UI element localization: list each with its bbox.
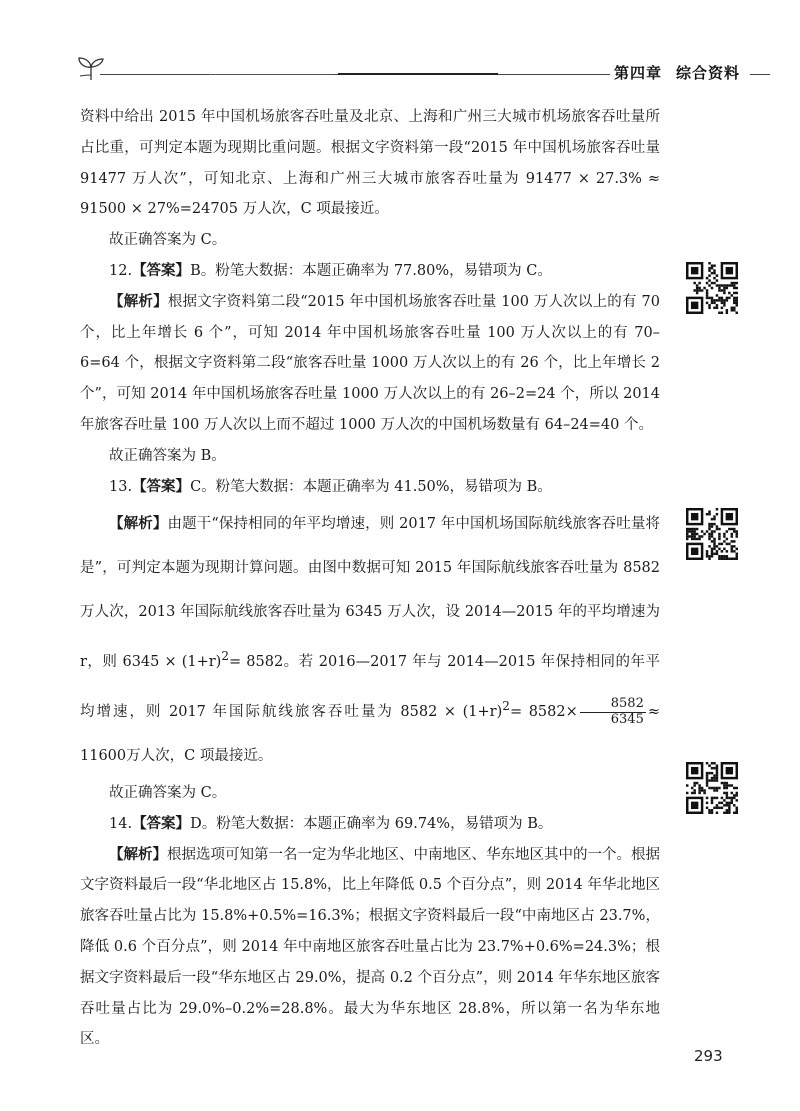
fraction-numerator: 8582 xyxy=(580,697,646,712)
fraction xyxy=(580,697,646,727)
question-number: 12. xyxy=(109,262,133,279)
page-header xyxy=(70,52,770,92)
conclusion-12: 故正确答案为 B。 xyxy=(109,447,226,464)
analysis-tag: 【解析】 xyxy=(109,293,168,310)
analysis-13 xyxy=(80,502,660,778)
answer-tag: 【答案】 xyxy=(132,815,191,832)
answer-12 xyxy=(80,256,660,287)
analysis-text: 根据文字资料第二段“2015 年中国机场旅客吞吐量 100 万人次以上的有 70 个，比上年增长 6 个”，可知 2014 年中国机场旅客吞吐量 100 万人次以上的有 70–6=64 个，根据文字资料第二段“旅客吞吐量 1000 万人次以上的有 26 个，比上年增长 2 个”，可知 2014 年中国机场旅客吞吐量 1000 万人次以上的有 26–2=24 个，所以 2014 年旅客吞吐量 100 万人次以上而不超过 1000 万人次的中国机场数量有 64–24=40 个。 xyxy=(80,293,660,433)
conclusion-13: 故正确答案为 C。 xyxy=(109,785,227,802)
qr-code-icon[interactable] xyxy=(686,262,738,314)
header-rule-right xyxy=(750,74,770,75)
exponent: 2 xyxy=(502,699,510,714)
page-number: 293 xyxy=(694,1047,723,1065)
analysis-text: 由题干“保持相同的年平均增速，则 2017 年中国机场国际航线旅客吞吐量将是”，可判定本题为现期计算问题。由图中数据可知 2015 年国际航线旅客吞吐量为 8582 万人次，2013 年国际航线旅客吞吐量为 6345 万人次，设 2014—2015 年的平均增速为 r，则 6345 × (1+r) xyxy=(80,516,661,671)
analysis-text: = 8582× xyxy=(509,704,578,721)
analysis-text: 根据选项可知第一名一定为华北地区、中南地区、华东地区其中的一个。根据文字资料最后一段“华北地区占 15.8%，比上年降低 0.5 个百分点”，则 2014 年华北地区旅客吞吐量占比为 15.8%+0.5%=16.3%；根据文字资料最后一段“中南地区占 23.7%，降低 0.6 个百分点”，则 2014 年中南地区旅客吞吐量占比为 23.7%+0.6%=24.3%；根据文字资料最后一段“华东地区占 29.0%，提高 0.2 个百分点”，则 2014 年华东地区旅客吞吐量占比为 29.0%–0.2%=28.8%。最大为华东地区 28.8%，所以第一名为华东地区。 xyxy=(80,846,660,1048)
chapter-label: 第四章 xyxy=(614,64,663,82)
header-rule-dotted xyxy=(210,74,330,75)
analysis-text: = 8582。若 2016—2017 年与 2014—2015 年保持相同的年平均增速，则 2017 年国际航线旅客吞吐量为 8582 × (1+r) xyxy=(80,654,661,721)
answer-tag: 【答案】 xyxy=(132,478,191,495)
answer-text: D。粉笔大数据：本题正确率为 69.74%，易错项为 B。 xyxy=(190,815,553,832)
chapter-heading xyxy=(610,62,744,83)
answer-text: C。粉笔大数据：本题正确率为 41.50%，易错项为 B。 xyxy=(190,478,552,495)
conclusion-11: 故正确答案为 C。 xyxy=(109,232,227,249)
analysis-tag: 【解析】 xyxy=(109,516,168,533)
exponent: 2 xyxy=(221,649,230,664)
analysis-tag: 【解析】 xyxy=(109,846,167,863)
question-number: 14. xyxy=(109,815,133,832)
analysis-text: 11600万人次，C 项最接近。 xyxy=(80,748,273,765)
approx-sign: ≈ xyxy=(647,704,660,721)
qr-code-icon[interactable] xyxy=(686,508,738,560)
page-body xyxy=(80,102,660,1055)
answer-14 xyxy=(80,809,660,840)
chapter-title: 综合资料 xyxy=(676,64,741,82)
fraction-denominator: 6345 xyxy=(610,711,644,727)
paragraph-intro: 资料中给出 2015 年中国机场旅客吞吐量及北京、上海和广州三大城市机场旅客吞吐量所占比重，可判定本题为现期比重问题。根据文字资料第一段“2015 年中国机场旅客吞吐量 91477 万人次”，可知北京、上海和广州三大城市旅客吞吐量为 91477 × 27.3% ≈ 91500 × 27%=24705 万人次，C 项最接近。 xyxy=(80,109,660,218)
analysis-12 xyxy=(80,287,660,441)
answer-tag: 【答案】 xyxy=(132,262,191,279)
header-rule-thick xyxy=(338,73,498,75)
analysis-14 xyxy=(80,840,660,1056)
answer-13 xyxy=(80,472,660,503)
sprout-icon xyxy=(76,54,106,82)
qr-code-icon[interactable] xyxy=(686,762,738,814)
answer-text: B。粉笔大数据：本题正确率为 77.80%，易错项为 C。 xyxy=(190,262,552,279)
question-number: 13. xyxy=(109,478,133,495)
